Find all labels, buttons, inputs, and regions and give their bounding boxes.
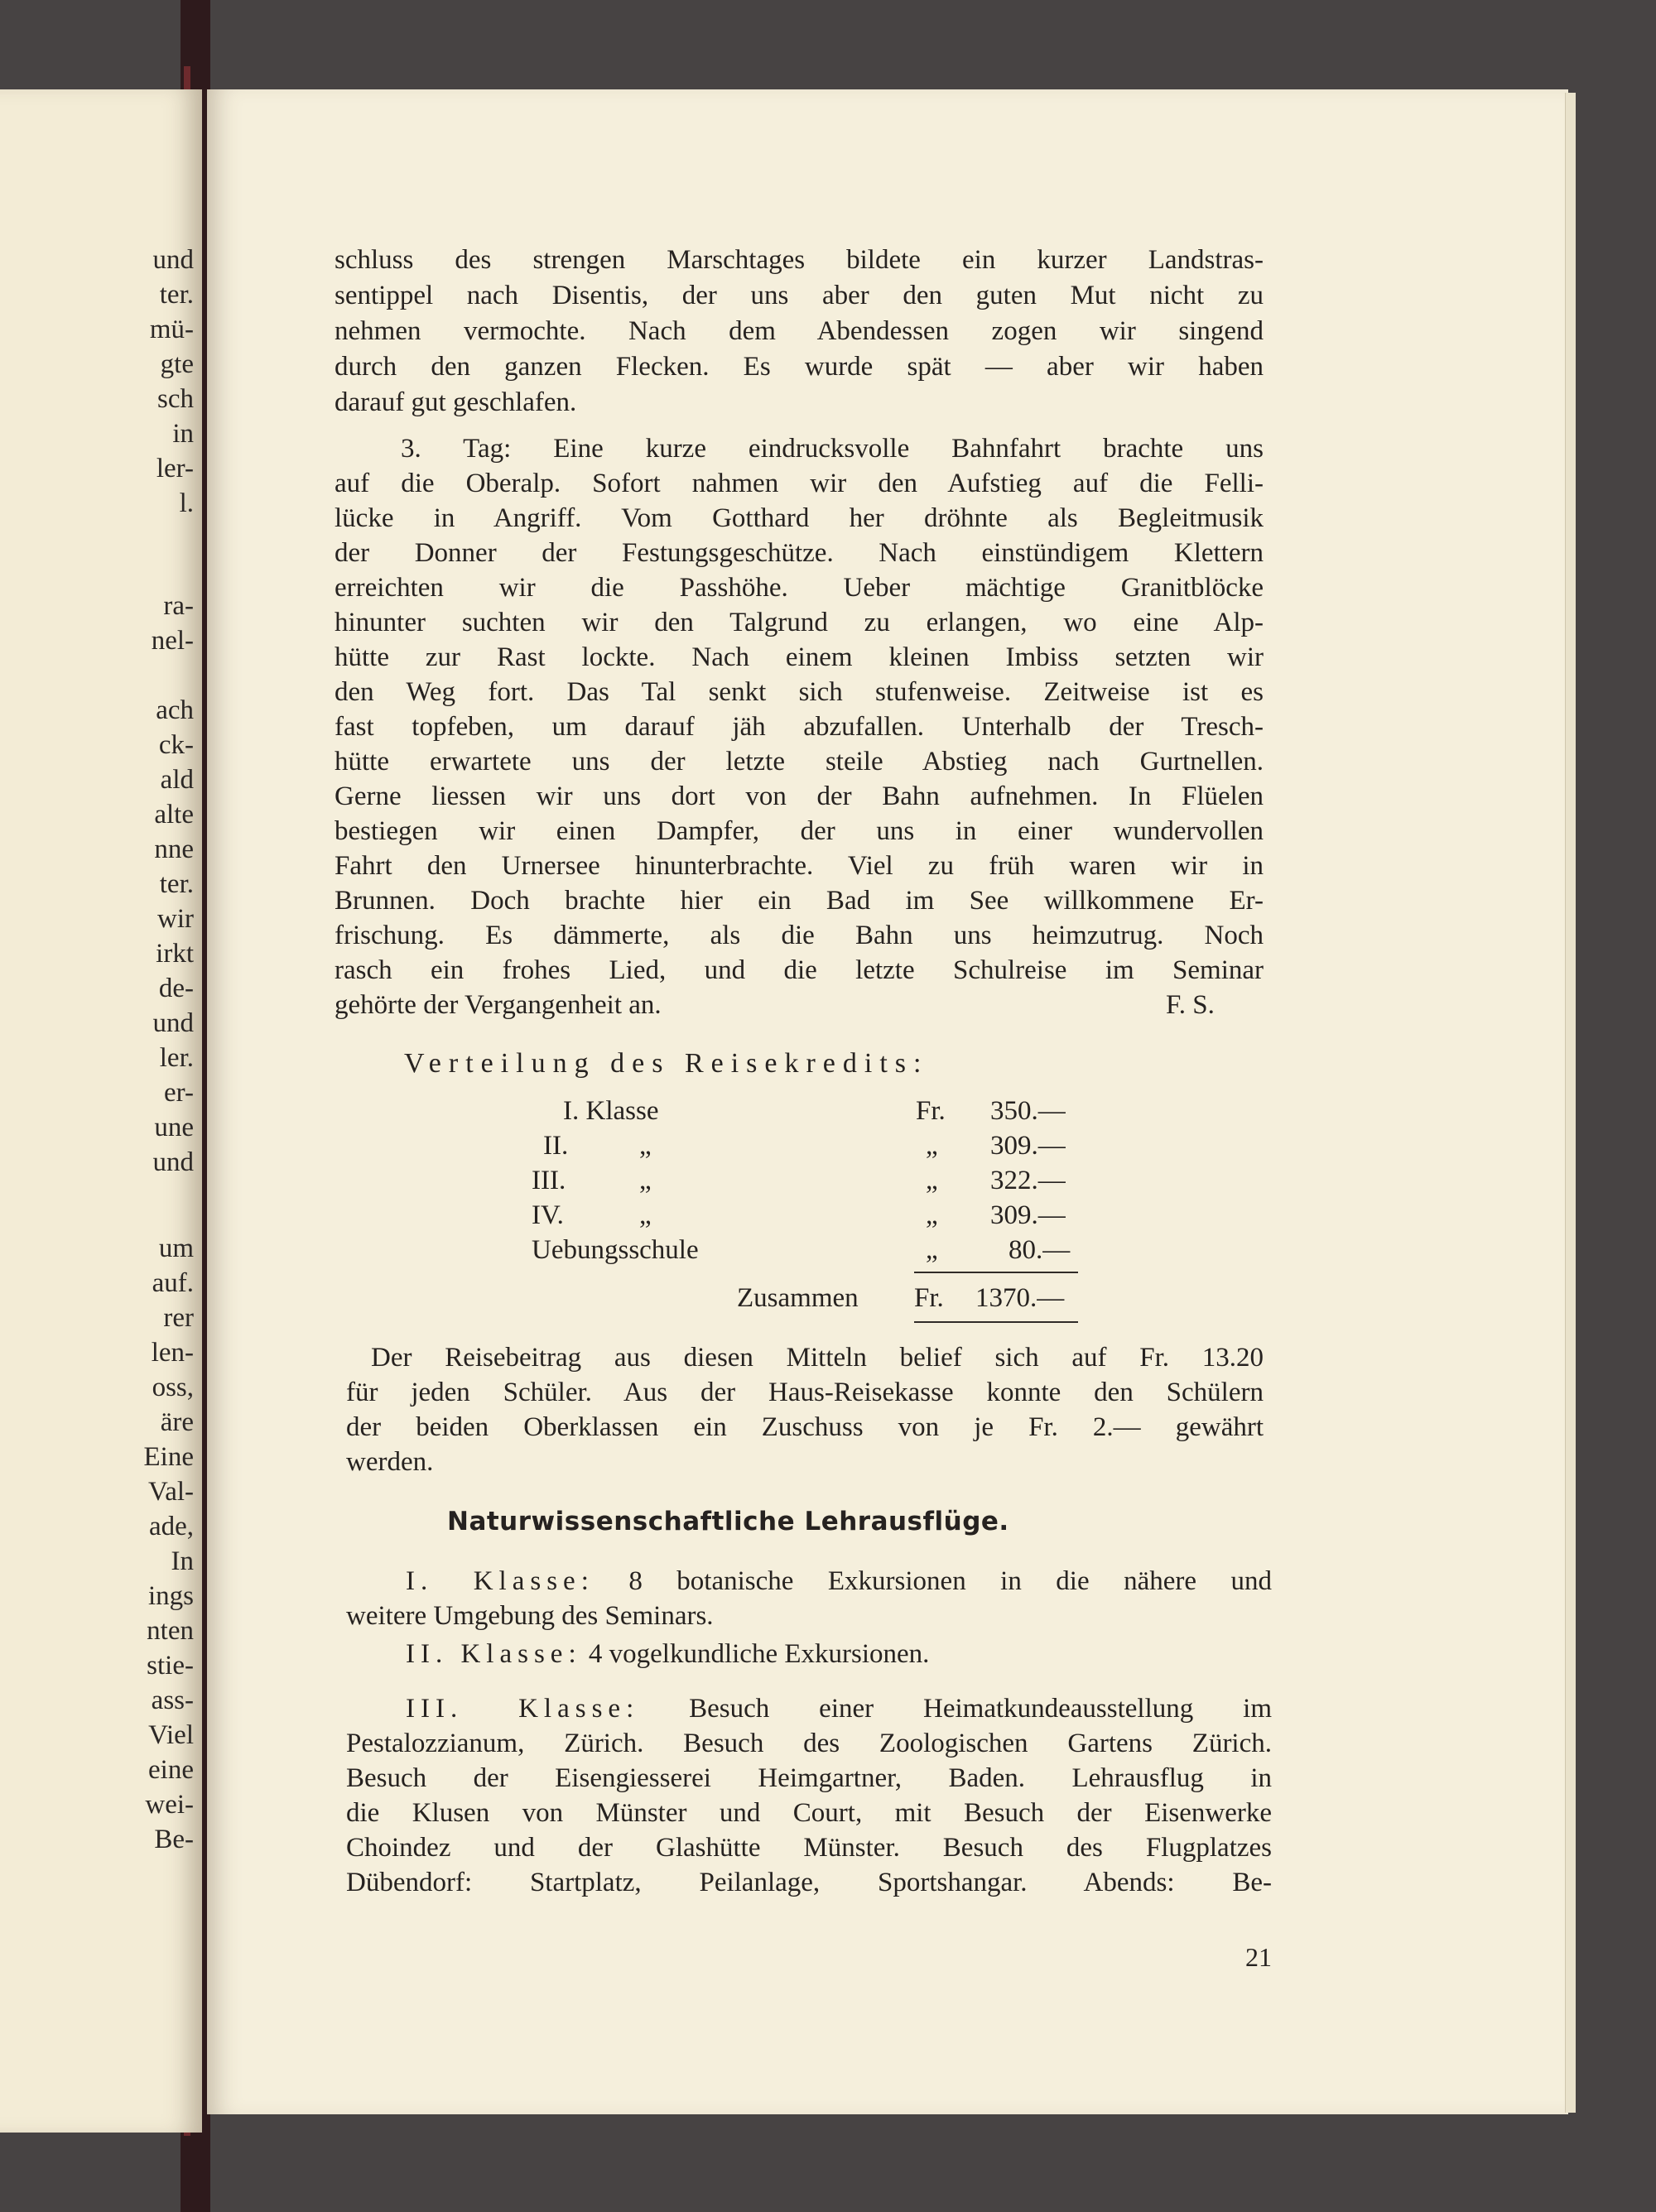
total-rule xyxy=(914,1321,1078,1323)
distribution-title: Verteilung des Reisekredits: xyxy=(404,1048,929,1079)
left-fragment: wei- xyxy=(145,1790,194,1820)
body-line: hütte erwartete uns der letzte steile Abstieg nach Gurtnellen. xyxy=(335,747,1264,777)
dist-ditto: „ xyxy=(639,1200,652,1230)
body-line: Fahrt den Urnersee hinunterbrachte. Viel zu früh waren wir in xyxy=(335,851,1264,881)
body-line: den Weg fort. Das Tal senkt sich stufenweise. Zeitweise ist es xyxy=(335,677,1264,707)
dist-label: I. Klasse xyxy=(563,1096,659,1126)
class1-line xyxy=(406,1563,1272,1599)
left-fragment: sch xyxy=(157,384,194,414)
left-fragment: er- xyxy=(164,1078,194,1108)
left-fragment: ler- xyxy=(156,454,194,483)
left-fragment: und xyxy=(152,1147,194,1177)
body-line: Pestalozzianum, Zürich. Besuch des Zoologischen Gartens Zürich. xyxy=(346,1729,1272,1758)
dist-amount: 350.— xyxy=(990,1096,1066,1126)
left-fragment: nne xyxy=(154,834,194,864)
class-label: II. Klasse: xyxy=(406,1639,582,1669)
class-text: 4 vogelkundliche Exkursionen. xyxy=(581,1639,930,1669)
left-fragment: mü- xyxy=(149,315,194,344)
page-edge xyxy=(1565,93,1576,2113)
left-fragment: auf. xyxy=(152,1268,194,1298)
left-fragment: wir xyxy=(157,904,194,934)
body-line: weitere Umgebung des Seminars. xyxy=(346,1601,714,1631)
dist-amount: 80.— xyxy=(1009,1235,1071,1265)
body-line: für jeden Schüler. Aus der Haus-Reisekasse konnte den Schülern xyxy=(346,1378,1264,1407)
left-fragment: gte xyxy=(160,349,194,379)
body-line: auf die Oberalp. Sofort nahmen wir den Aufstieg auf die Felli- xyxy=(335,469,1264,498)
body-line: Besuch der Eisengiesserei Heimgartner, Baden. Lehrausflug in xyxy=(346,1763,1272,1793)
class-text: Besuch einer Heimatkundeausstellung im xyxy=(639,1694,1272,1724)
page-number: 21 xyxy=(1245,1942,1272,1972)
dist-ditto: „ xyxy=(639,1131,652,1161)
left-fragment: ass- xyxy=(151,1685,194,1715)
left-fragment: nten xyxy=(147,1616,194,1646)
dist-label: III. xyxy=(532,1166,566,1195)
dist-amount: 309.— xyxy=(990,1131,1066,1161)
left-fragment: äre xyxy=(160,1407,194,1437)
class2-line xyxy=(406,1636,1335,1672)
body-line: hinunter suchten wir den Talgrund zu erlangen, wo eine Alp- xyxy=(335,608,1264,637)
left-fragment: ach xyxy=(156,695,194,725)
body-line: 3. Tag: Eine kurze eindrucksvolle Bahnfahrt brachte uns xyxy=(401,434,1264,464)
body-line: lücke in Angriff. Vom Gotthard her dröhnte als Begleitmusik xyxy=(335,503,1264,533)
left-fragment: alte xyxy=(154,800,194,830)
left-fragment: une xyxy=(154,1113,194,1142)
body-line: der beiden Oberklassen ein Zuschuss von je Fr. 2.— gewährt xyxy=(346,1412,1264,1442)
body-line: Gerne liessen wir uns dort von der Bahn aufnehmen. In Flüelen xyxy=(335,781,1264,811)
left-fragment: eine xyxy=(148,1755,194,1785)
dist-currency: „ xyxy=(926,1200,938,1230)
body-line: nehmen vermochte. Nach dem Abendessen zogen wir singend xyxy=(335,316,1264,346)
body-line: hütte zur Rast lockte. Nach einem kleinen Imbiss setzten wir xyxy=(335,642,1264,672)
left-fragment: oss, xyxy=(152,1373,194,1402)
left-fragment: Be- xyxy=(154,1825,194,1854)
left-fragment: de- xyxy=(158,974,194,1003)
body-line: darauf gut geschlafen. xyxy=(335,387,577,417)
class3-line xyxy=(406,1690,1272,1727)
body-line: frischung. Es dämmerte, als die Bahn uns heimzutrug. Noch xyxy=(335,921,1264,950)
body-line: sentippel nach Disentis, der uns aber den guten Mut nicht zu xyxy=(335,281,1264,310)
left-page xyxy=(0,89,202,2133)
left-fragment: In xyxy=(171,1546,194,1576)
left-fragment: und xyxy=(152,245,194,275)
dist-currency: „ xyxy=(926,1235,938,1265)
left-fragment: stie- xyxy=(147,1651,194,1681)
total-amount: 1370.— xyxy=(975,1283,1065,1313)
body-line: Choindez und der Glashütte Münster. Besuch des Flugplatzes xyxy=(346,1833,1272,1863)
left-fragment: irkt xyxy=(156,939,194,969)
dist-label: Uebungsschule xyxy=(532,1235,699,1265)
dist-ditto: „ xyxy=(639,1166,652,1195)
body-line: gehörte der Vergangenheit an. xyxy=(335,990,662,1020)
body-line: erreichten wir die Passhöhe. Ueber mächtige Granitblöcke xyxy=(335,573,1264,603)
total-label: Zusammen xyxy=(737,1283,859,1313)
sum-rule xyxy=(914,1272,1078,1273)
left-fragment: Viel xyxy=(148,1720,194,1750)
body-line: rasch ein frohes Lied, und die letzte Schulreise im Seminar xyxy=(335,955,1264,985)
left-fragment: ra- xyxy=(163,591,194,621)
left-fragment: um xyxy=(158,1233,194,1263)
body-line: die Klusen von Münster und Court, mit Besuch der Eisenwerke xyxy=(346,1798,1272,1828)
dist-currency: „ xyxy=(926,1166,938,1195)
left-fragment: ter. xyxy=(159,869,194,899)
total-currency: Fr. xyxy=(914,1283,944,1313)
body-line: Brunnen. Doch brachte hier ein Bad im See willkommene Er- xyxy=(335,886,1264,916)
body-line: Dübendorf: Startplatz, Peilanlage, Sportshangar. Abends: Be- xyxy=(346,1868,1272,1897)
left-fragment: und xyxy=(152,1008,194,1038)
body-line: durch den ganzen Flecken. Es wurde spät — aber wir haben xyxy=(335,352,1264,382)
left-fragment: Val- xyxy=(148,1477,194,1507)
dist-amount: 309.— xyxy=(990,1200,1066,1230)
left-fragment: rer xyxy=(163,1303,194,1333)
left-fragment: l. xyxy=(179,488,194,518)
left-fragment: Eine xyxy=(143,1442,194,1472)
left-fragment: ade, xyxy=(148,1512,194,1541)
body-line: bestiegen wir einen Dampfer, der uns in einer wundervollen xyxy=(335,816,1264,846)
dist-label: II. xyxy=(543,1131,569,1161)
left-fragment: ler. xyxy=(159,1043,194,1073)
body-line: fast topfeben, um darauf jäh abzufallen. Unterhalb der Tresch- xyxy=(335,712,1264,742)
class-label: III. Klasse: xyxy=(406,1694,640,1724)
dist-currency: „ xyxy=(926,1131,938,1161)
section-heading: Naturwissenschaftliche Lehrausflüge. xyxy=(447,1507,1009,1536)
signature: F. S. xyxy=(1166,990,1215,1020)
class-text: 8 botanische Exkursionen in die nähere und xyxy=(594,1566,1272,1596)
body-line: schluss des strengen Marschtages bildete ein kurzer Landstras- xyxy=(335,245,1264,275)
body-line: Der Reisebeitrag aus diesen Mitteln belief sich auf Fr. 13.20 xyxy=(371,1343,1264,1373)
dist-amount: 322.— xyxy=(990,1166,1066,1195)
class-label: I. Klasse: xyxy=(406,1566,595,1596)
body-line: der Donner der Festungsgeschütze. Nach einstündigem Klettern xyxy=(335,538,1264,568)
body-line: werden. xyxy=(346,1447,434,1477)
left-fragment: len- xyxy=(151,1338,194,1368)
left-fragment: ings xyxy=(147,1581,194,1611)
left-fragment: in xyxy=(172,419,194,449)
left-fragment: nel- xyxy=(151,626,194,656)
left-fragment: ck- xyxy=(158,730,194,760)
dist-currency: Fr. xyxy=(916,1096,946,1126)
dist-label: IV. xyxy=(532,1200,564,1230)
left-fragment: ter. xyxy=(159,280,194,310)
left-fragment: ald xyxy=(160,765,194,795)
